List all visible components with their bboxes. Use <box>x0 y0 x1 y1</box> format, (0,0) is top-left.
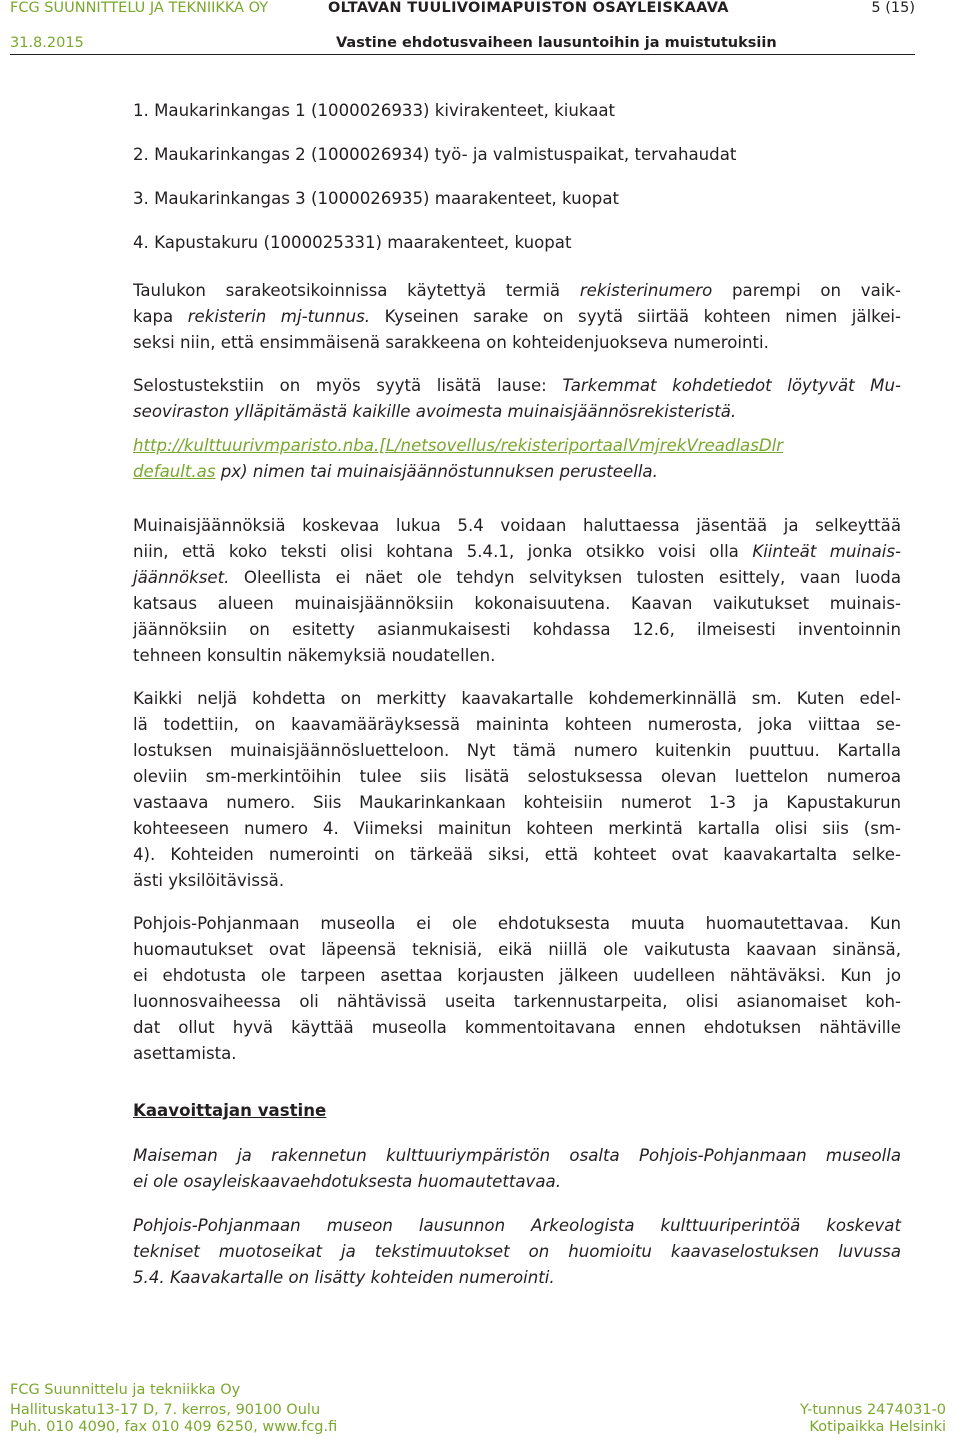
list-item: 1. Maukarinkangas 1 (1000026933) kivirakenteet, kiukaat <box>133 101 616 120</box>
footer-company: FCG Suunnittelu ja tekniikka Oy <box>10 1382 241 1398</box>
paragraph-map-markings: Kaikki neljä kohdetta on merkitty kaavakartalle kohdemerkinnällä sm. Kuten edel- lä todettiin, on kaavamääräyksessä maininta kohteen numerosta, joka viittaa se- lostuksen muinaisjäännösluetteloon. Nyt tämä numero kuitenkin puuttuu. Kartalla oleviin sm-merkintöihin tulee siis lisätä selostuksessa olevan luettelon numeroa vastaava numero. Siis Maukarinkankaan kohteisiin numerot 1-3 ja Kapustakurun kohteeseen numero 4. Viimeksi mainitun kohteen merkintä kartalla olisi siis (sm- 4). Kohteiden numerointi on tärkeää siksi, että kohteet ovat kaavakartalta selke- ästi yksilöitävissä. <box>133 689 901 890</box>
footer-line-1 <box>10 1382 946 1402</box>
paragraph-terminology: Taulukon sarakeotsikoinnissa käytettyä termiä rekisterinumero parempi on vaik- kapa rekisterin mj-tunnus. Kyseinen sarake on syytä siirtää kohteen nimen jälkei- seksi niin, että ensimmäisenä sarakkeena on kohteidenjuokseva numerointi. <box>133 281 902 352</box>
registry-link-cont[interactable]: default.as <box>133 462 216 481</box>
list-item: 2. Maukarinkangas 2 (1000026934) työ- ja valmistuspaikat, tervahaudat <box>133 145 737 164</box>
footer-domicile: Kotipaikka Helsinki <box>809 1419 946 1435</box>
footer-contact: Puh. 010 4090, fax 010 409 6250, www.fcg.fi <box>10 1419 338 1435</box>
header-company: FCG SUUNNITTELU JA TEKNIIKKA OY <box>10 0 269 16</box>
paragraph-structure: Muinaisjäännöksiä koskevaa lukua 5.4 voidaan haluttaessa jäsentää ja selkeyttää niin, että koko teksti olisi kohtana 5.4.1, jonka otsikko voisi olla Kiinteät muinais- jäännökset. Oleellista ei näet ole tehdyn selvityksen tulosten esittely, vaan luoda katsaus alueen muinaisjäännöksiin kokonaisuutena. Kaavan vaikutukset muinais- jäännöksiin on esitetty asianmukaisesti kohdassa 12.6, ilmeisesti inventoinnin tehneen konsultin näkemyksiä noudatellen. <box>133 516 901 665</box>
header-rule <box>10 54 915 55</box>
footer-line-3 <box>10 1419 946 1439</box>
registry-link[interactable]: http://kulttuurivmparisto.nba.[L/netsovellus/rekisteriportaalVmjrekVreadlasDlr <box>133 436 784 455</box>
list-item: 3. Maukarinkangas 3 (1000026935) maarakenteet, kuopat <box>133 189 619 208</box>
page-header <box>10 0 915 22</box>
paragraph-registry: Selostustekstiin on myös syytä lisätä lause: Tarkemmat kohdetiedot löytyvät Mu- seoviraston ylläpitämästä kaikille avoimesta muinaisjäännösrekisteristä. http://kulttuurivmparisto.nba.[L/netsovellus/rekisteriportaalVmjrekVreadlasDlr default.as px) nimen tai muinaisjäännöstunnuksen perusteella. <box>133 376 902 481</box>
list-item: 4. Kapustakuru (1000025331) maarakenteet, kuopat <box>133 233 572 252</box>
response-paragraph-archaeology: Pohjois-Pohjanmaan museon lausunnon Arkeologista kulttuuriperintöä koskevat tekniset muotoseikat ja tekstimuutokset on huomioitu kaavaselostuksen luvussa 5.4. Kaavakartalle on lisätty kohteiden numerointi. <box>133 1216 901 1287</box>
response-heading: Kaavoittajan vastine <box>133 1101 327 1120</box>
document-subtitle: Vastine ehdotusvaiheen lausuntoihin ja muistutuksiin <box>336 35 777 51</box>
response-paragraph-landscape: Maiseman ja rakennetun kulttuuriympäristön osalta Pohjois-Pohjanmaan museolla ei ole osayleiskaavaehdotuksesta huomautettavaa. <box>133 1146 901 1191</box>
page-number: 5 (15) <box>871 0 915 16</box>
footer-business-id: Y-tunnus 2474031-0 <box>799 1402 946 1418</box>
header-date: 31.8.2015 <box>10 35 84 51</box>
footer-address: Hallituskatu13-17 D, 7. kerros, 90100 Oulu <box>10 1402 321 1418</box>
document-title: OLTAVAN TUULIVOIMAPUISTON OSAYLEISKAAVA <box>328 0 729 16</box>
paragraph-museum-summary: Pohjois-Pohjanmaan museolla ei ole ehdotuksesta muuta huomautettavaa. Kun huomautukset ovat läpeensä teknisiä, eikä niillä ole vaikutusta kaavaan sinänsä, ei ehdotusta ole tarpeen asettaa korjausten jälkeen uudelleen nähtäväksi. Kun jo luonnosvaiheessa oli nähtävissä useita tarkennustarpeita, olisi asianomaiset koh- dat ollut hyvä käyttää museolla kommentoitavana ennen ehdotuksen nähtäville asettamista. <box>133 914 901 1063</box>
